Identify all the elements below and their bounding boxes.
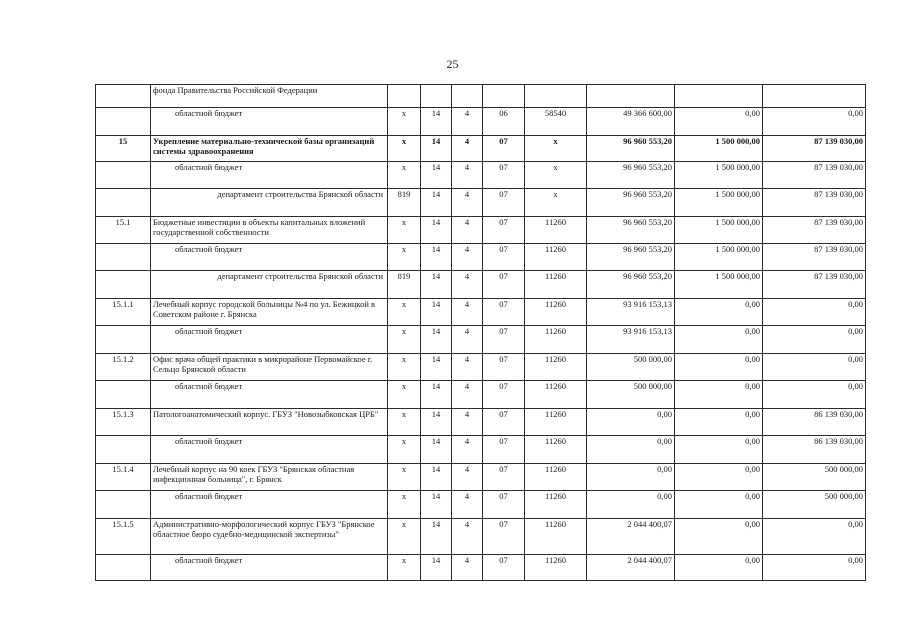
table-row [96,299,866,326]
code-sub-cell [452,85,483,108]
code-item-cell: 07 [483,381,525,409]
table-row [96,271,866,299]
code-section-cell: 14 [421,217,452,244]
code-sub-cell: 4 [452,464,483,491]
code-gp-cell: х [388,555,421,581]
amount-1-cell: 96 960 553,20 [587,189,675,217]
amount-3-cell: 87 139 030,00 [763,189,866,217]
table-row [96,217,866,244]
row-number-cell [96,436,151,464]
amount-2-cell: 1 500 000,00 [675,136,763,162]
code-item-cell: 07 [483,244,525,271]
code-section-cell: 14 [421,299,452,326]
code-gp-cell: х [388,162,421,189]
row-number-cell [96,108,151,136]
code-sub-cell: 4 [452,381,483,409]
row-name-cell: Лечебный корпус городской больницы №4 по ул. Бежицкой в Советском районе г. Брянска [151,299,388,326]
row-number-cell [96,85,151,108]
code-sub-cell: 4 [452,491,483,519]
code-item-cell: 07 [483,299,525,326]
row-number-cell [96,555,151,581]
code-target-cell: 11260 [525,299,587,326]
table-row [96,162,866,189]
code-sub-cell: 4 [452,244,483,271]
code-section-cell: 14 [421,555,452,581]
row-name-cell: областной бюджет [151,108,388,136]
table-row [96,354,866,381]
amount-2-cell: 0,00 [675,299,763,326]
code-item-cell: 07 [483,519,525,555]
code-section-cell: 14 [421,244,452,271]
code-gp-cell: х [388,326,421,354]
code-gp-cell: х [388,464,421,491]
amount-1-cell: 49 366 600,00 [587,108,675,136]
amount-2-cell: 1 500 000,00 [675,217,763,244]
row-number-cell: 15.1.1 [96,299,151,326]
code-section-cell [421,85,452,108]
amount-2-cell: 0,00 [675,409,763,436]
table-row [96,519,866,555]
code-item-cell: 07 [483,136,525,162]
code-sub-cell: 4 [452,299,483,326]
row-number-cell [96,271,151,299]
amount-1-cell: 96 960 553,20 [587,271,675,299]
budget-table [95,84,866,581]
code-gp-cell: х [388,519,421,555]
amount-2-cell: 0,00 [675,519,763,555]
row-name-cell: Офис врача общей практики в микрорайоне Первомайское г. Сельцо Брянской области [151,354,388,381]
code-sub-cell: 4 [452,162,483,189]
amount-3-cell: 87 139 030,00 [763,271,866,299]
code-target-cell: 11260 [525,409,587,436]
row-name-cell: областной бюджет [151,162,388,189]
code-item-cell: 07 [483,436,525,464]
amount-1-cell: 93 916 153,13 [587,326,675,354]
amount-3-cell: 0,00 [763,519,866,555]
row-number-cell [96,326,151,354]
code-item-cell: 07 [483,464,525,491]
amount-1-cell: 500 000,00 [587,381,675,409]
row-name-cell: областной бюджет [151,491,388,519]
code-target-cell: 11260 [525,464,587,491]
amount-2-cell: 0,00 [675,326,763,354]
amount-3-cell: 0,00 [763,555,866,581]
code-sub-cell: 4 [452,519,483,555]
row-name-cell: Административно-морфологический корпус ГБУЗ "Брянское областное бюро судебно-медицинской экспертизы" [151,519,388,555]
code-item-cell: 07 [483,354,525,381]
code-target-cell: 11260 [525,354,587,381]
code-gp-cell: х [388,381,421,409]
amount-2-cell: 0,00 [675,381,763,409]
code-target-cell: х [525,189,587,217]
amount-3-cell: 0,00 [763,326,866,354]
amount-3-cell: 87 139 030,00 [763,244,866,271]
amount-2-cell: 1 500 000,00 [675,271,763,299]
code-gp-cell: х [388,217,421,244]
amount-2-cell: 1 500 000,00 [675,244,763,271]
code-sub-cell: 4 [452,271,483,299]
amount-3-cell: 87 139 030,00 [763,217,866,244]
amount-1-cell: 500 000,00 [587,354,675,381]
code-item-cell: 07 [483,491,525,519]
code-item-cell: 06 [483,108,525,136]
amount-3-cell: 0,00 [763,108,866,136]
amount-1-cell: 0,00 [587,436,675,464]
code-target-cell: 11260 [525,519,587,555]
amount-2-cell: 0,00 [675,555,763,581]
code-section-cell: 14 [421,136,452,162]
code-sub-cell: 4 [452,354,483,381]
code-section-cell: 14 [421,162,452,189]
code-target-cell: 11260 [525,381,587,409]
code-target-cell: х [525,136,587,162]
table-row [96,326,866,354]
amount-1-cell: 0,00 [587,491,675,519]
amount-2-cell: 0,00 [675,436,763,464]
code-sub-cell: 4 [452,326,483,354]
amount-3-cell: 0,00 [763,354,866,381]
row-name-cell: Бюджетные инвестиции в объекты капитальных вложений государственной собственности [151,217,388,244]
code-target-cell: 11260 [525,217,587,244]
amount-3-cell: 87 139 030,00 [763,162,866,189]
amount-3-cell: 86 139 030,00 [763,436,866,464]
amount-3-cell: 500 000,00 [763,491,866,519]
code-gp-cell: х [388,354,421,381]
code-item-cell: 07 [483,326,525,354]
table-row [96,136,866,162]
amount-1-cell: 96 960 553,20 [587,217,675,244]
code-item-cell: 07 [483,189,525,217]
code-gp-cell: х [388,108,421,136]
code-target-cell: 11260 [525,271,587,299]
row-number-cell: 15.1.2 [96,354,151,381]
amount-1-cell [587,85,675,108]
amount-1-cell: 96 960 553,20 [587,136,675,162]
code-gp-cell: х [388,299,421,326]
code-gp-cell: х [388,491,421,519]
table-row [96,244,866,271]
row-number-cell [96,189,151,217]
code-gp-cell: х [388,409,421,436]
row-number-cell: 15 [96,136,151,162]
table-row [96,381,866,409]
code-target-cell: 58540 [525,108,587,136]
code-gp-cell: х [388,244,421,271]
amount-1-cell: 2 044 400,07 [587,519,675,555]
table-row [96,108,866,136]
table-row [96,409,866,436]
table-row [96,491,866,519]
amount-2-cell: 0,00 [675,464,763,491]
page-number: 25 [446,57,459,71]
amount-3-cell [763,85,866,108]
code-item-cell: 07 [483,162,525,189]
row-name-cell: фонда Правительства Российской Федерации [151,85,388,108]
row-number-cell [96,381,151,409]
amount-2-cell: 1 500 000,00 [675,162,763,189]
code-section-cell: 14 [421,436,452,464]
code-item-cell [483,85,525,108]
code-item-cell: 07 [483,217,525,244]
table-row [96,436,866,464]
row-name-cell: Лечебный корпус на 90 коек ГБУЗ "Брянская областная инфекционная больница", г. Брянск [151,464,388,491]
row-number-cell: 15.1 [96,217,151,244]
code-section-cell: 14 [421,271,452,299]
row-name-cell: департамент строительства Брянской области [151,189,388,217]
row-number-cell: 15.1.3 [96,409,151,436]
row-name-cell: департамент строительства Брянской области [151,271,388,299]
code-target-cell: х [525,162,587,189]
amount-2-cell: 0,00 [675,108,763,136]
code-item-cell: 07 [483,555,525,581]
amount-2-cell: 1 500 000,00 [675,189,763,217]
code-gp-cell: х [388,436,421,464]
code-gp-cell: 819 [388,189,421,217]
code-section-cell: 14 [421,519,452,555]
table-row [96,555,866,581]
row-number-cell [96,244,151,271]
code-sub-cell: 4 [452,217,483,244]
row-name-cell: областной бюджет [151,436,388,464]
amount-2-cell: 0,00 [675,491,763,519]
code-target-cell: 11260 [525,244,587,271]
code-target-cell [525,85,587,108]
code-sub-cell: 4 [452,436,483,464]
amount-2-cell [675,85,763,108]
table-row [96,464,866,491]
code-gp-cell: 819 [388,271,421,299]
row-number-cell [96,162,151,189]
code-sub-cell: 4 [452,136,483,162]
code-sub-cell: 4 [452,409,483,436]
row-name-cell: областной бюджет [151,244,388,271]
table-row [96,85,866,108]
row-number-cell: 15.1.4 [96,464,151,491]
code-section-cell: 14 [421,491,452,519]
code-section-cell: 14 [421,189,452,217]
code-target-cell: 11260 [525,326,587,354]
row-number-cell [96,491,151,519]
code-gp-cell: х [388,136,421,162]
amount-3-cell: 87 139 030,00 [763,136,866,162]
code-section-cell: 14 [421,108,452,136]
amount-3-cell: 86 139 030,00 [763,409,866,436]
amount-1-cell: 96 960 553,20 [587,244,675,271]
code-target-cell: 11260 [525,491,587,519]
code-section-cell: 14 [421,381,452,409]
code-section-cell: 14 [421,464,452,491]
amount-1-cell: 0,00 [587,409,675,436]
row-name-cell: областной бюджет [151,555,388,581]
code-item-cell: 07 [483,271,525,299]
amount-1-cell: 2 044 400,07 [587,555,675,581]
table-row [96,189,866,217]
code-target-cell: 11260 [525,555,587,581]
row-name-cell: областной бюджет [151,326,388,354]
amount-1-cell: 0,00 [587,464,675,491]
amount-1-cell: 93 916 153,13 [587,299,675,326]
code-gp-cell [388,85,421,108]
amount-2-cell: 0,00 [675,354,763,381]
code-sub-cell: 4 [452,189,483,217]
amount-3-cell: 0,00 [763,381,866,409]
row-name-cell: Патологоанатомический корпус. ГБУЗ "Новозыбковская ЦРБ" [151,409,388,436]
amount-1-cell: 96 960 553,20 [587,162,675,189]
code-section-cell: 14 [421,354,452,381]
row-number-cell: 15.1.5 [96,519,151,555]
code-section-cell: 14 [421,409,452,436]
code-sub-cell: 4 [452,108,483,136]
row-name-cell: областной бюджет [151,381,388,409]
code-item-cell: 07 [483,409,525,436]
code-sub-cell: 4 [452,555,483,581]
code-section-cell: 14 [421,326,452,354]
amount-3-cell: 500 000,00 [763,464,866,491]
amount-3-cell: 0,00 [763,299,866,326]
code-target-cell: 11260 [525,436,587,464]
row-name-cell: Укрепление материально-технической базы организаций системы здравоохранения [151,136,388,162]
